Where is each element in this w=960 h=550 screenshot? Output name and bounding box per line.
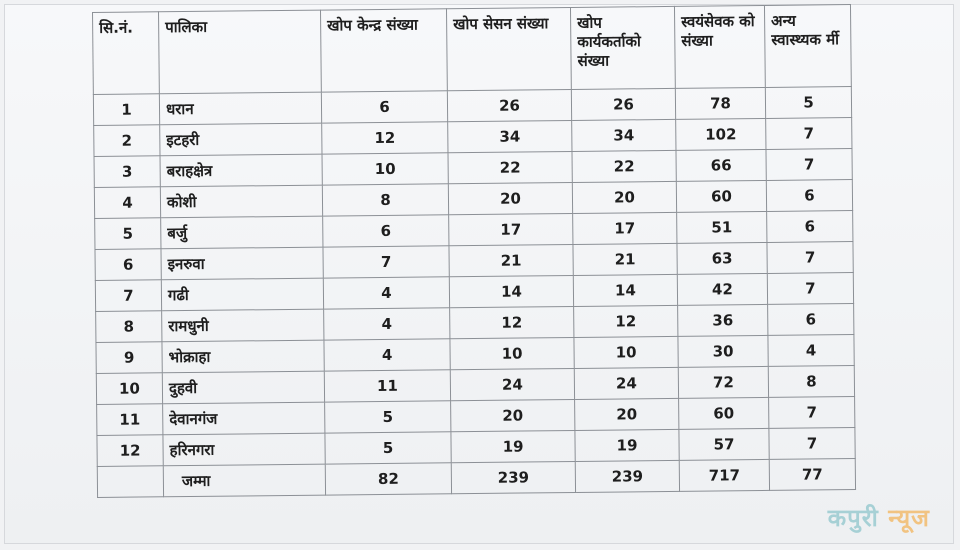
cell-others: 6 xyxy=(766,180,852,212)
cell-volunteers: 60 xyxy=(679,397,769,429)
cell-centers: 12 xyxy=(322,122,448,154)
cell-others: 7 xyxy=(769,397,855,429)
header-row xyxy=(93,5,852,95)
cell-workers: 22 xyxy=(572,150,676,182)
cell-sessions: 10 xyxy=(450,337,574,369)
cell-municipality: गढी xyxy=(161,278,323,311)
cell-sn: 6 xyxy=(95,249,161,281)
cell-workers: 21 xyxy=(573,243,677,275)
watermark-part2: न्यूज xyxy=(888,504,930,532)
cell-volunteers: 60 xyxy=(676,180,766,212)
cell-municipality: कोशी xyxy=(160,185,322,218)
cell-centers: 5 xyxy=(325,432,451,464)
cell-centers: 4 xyxy=(323,277,449,309)
header-centers: खोप केन्द्र संख्या xyxy=(320,9,447,92)
watermark-logo xyxy=(828,501,930,534)
cell-volunteers: 51 xyxy=(677,211,767,243)
total-workers: 239 xyxy=(575,460,679,492)
cell-sessions: 12 xyxy=(450,306,574,338)
table-body xyxy=(93,87,855,467)
cell-sn: 9 xyxy=(96,342,162,374)
table-header xyxy=(93,5,852,95)
header-workers: खोप कार्यकर्ताको संख्या xyxy=(570,6,675,89)
cell-centers: 7 xyxy=(323,246,449,278)
total-label: जम्मा xyxy=(163,464,325,497)
cell-sn: 2 xyxy=(94,125,160,157)
cell-sessions: 19 xyxy=(451,430,575,462)
cell-municipality: बर्जु xyxy=(161,216,323,249)
cell-workers: 12 xyxy=(574,305,678,337)
cell-others: 6 xyxy=(767,211,853,243)
cell-sn: 4 xyxy=(94,187,160,219)
cell-municipality: रामधुनी xyxy=(162,309,324,342)
cell-sessions: 20 xyxy=(451,399,575,431)
cell-workers: 17 xyxy=(573,212,677,244)
cell-sessions: 24 xyxy=(450,368,574,400)
header-municipality: पालिका xyxy=(159,10,322,94)
cell-centers: 11 xyxy=(324,370,450,402)
cell-centers: 6 xyxy=(321,91,447,123)
cell-municipality: इनरुवा xyxy=(161,247,323,280)
cell-sn: 3 xyxy=(94,156,160,188)
cell-sessions: 34 xyxy=(448,120,572,152)
cell-centers: 6 xyxy=(323,215,449,247)
cell-workers: 20 xyxy=(575,398,679,430)
cell-centers: 8 xyxy=(322,184,448,216)
cell-centers: 5 xyxy=(325,401,451,433)
cell-workers: 10 xyxy=(574,336,678,368)
cell-municipality: दुहवी xyxy=(162,371,324,404)
cell-others: 7 xyxy=(766,118,852,150)
total-sessions: 239 xyxy=(451,461,575,493)
vaccination-table xyxy=(92,4,856,498)
cell-workers: 26 xyxy=(571,88,675,120)
cell-others: 7 xyxy=(769,428,855,460)
total-volunteers: 717 xyxy=(679,459,769,491)
cell-others: 5 xyxy=(765,87,851,119)
cell-workers: 14 xyxy=(573,274,677,306)
cell-volunteers: 78 xyxy=(675,87,765,119)
watermark-part1: कपुरी xyxy=(827,504,879,532)
total-others: 77 xyxy=(769,459,855,491)
cell-workers: 34 xyxy=(572,119,676,151)
cell-others: 7 xyxy=(767,273,853,305)
cell-sessions: 22 xyxy=(448,151,572,183)
cell-others: 4 xyxy=(768,335,854,367)
cell-others: 8 xyxy=(768,366,854,398)
cell-municipality: इटहरी xyxy=(160,123,322,156)
header-volunteers: स्वयंसेवक को संख्या xyxy=(674,5,765,88)
cell-others: 6 xyxy=(768,304,854,336)
cell-sessions: 26 xyxy=(447,89,571,121)
cell-others: 7 xyxy=(766,149,852,181)
cell-municipality: भोक्राहा xyxy=(162,340,324,373)
cell-municipality: देवानगंज xyxy=(163,402,325,435)
cell-sn: 12 xyxy=(97,435,163,467)
cell-sn: 1 xyxy=(93,94,159,126)
cell-sessions: 21 xyxy=(449,244,573,276)
cell-volunteers: 66 xyxy=(676,149,766,181)
header-sessions: खोप सेसन संख्या xyxy=(446,7,571,90)
cell-others: 7 xyxy=(767,242,853,274)
cell-volunteers: 63 xyxy=(677,242,767,274)
cell-volunteers: 57 xyxy=(679,428,769,460)
header-other-health-workers: अन्य स्वास्थ्यक र्मी xyxy=(764,5,851,88)
header-sn: सि.नं. xyxy=(93,12,160,95)
cell-volunteers: 72 xyxy=(678,366,768,398)
cell-sn: 5 xyxy=(95,218,161,250)
cell-volunteers: 36 xyxy=(678,304,768,336)
cell-volunteers: 30 xyxy=(678,335,768,367)
cell-sn: 10 xyxy=(96,373,162,405)
cell-sessions: 20 xyxy=(448,182,572,214)
cell-workers: 19 xyxy=(575,429,679,461)
cell-municipality: हरिनगरा xyxy=(163,433,325,466)
total-sn-cell xyxy=(97,466,163,498)
cell-workers: 20 xyxy=(572,181,676,213)
cell-workers: 24 xyxy=(574,367,678,399)
cell-centers: 10 xyxy=(322,153,448,185)
cell-sn: 8 xyxy=(96,311,162,343)
cell-centers: 4 xyxy=(324,339,450,371)
cell-municipality: बराहक्षेत्र xyxy=(160,154,322,187)
cell-sn: 7 xyxy=(95,280,161,312)
cell-sn: 11 xyxy=(97,404,163,436)
total-centers: 82 xyxy=(325,463,451,495)
cell-sessions: 17 xyxy=(449,213,573,245)
cell-volunteers: 102 xyxy=(676,118,766,150)
cell-centers: 4 xyxy=(324,308,450,340)
cell-municipality: धरान xyxy=(159,92,321,125)
cell-sessions: 14 xyxy=(449,275,573,307)
cell-volunteers: 42 xyxy=(677,273,767,305)
